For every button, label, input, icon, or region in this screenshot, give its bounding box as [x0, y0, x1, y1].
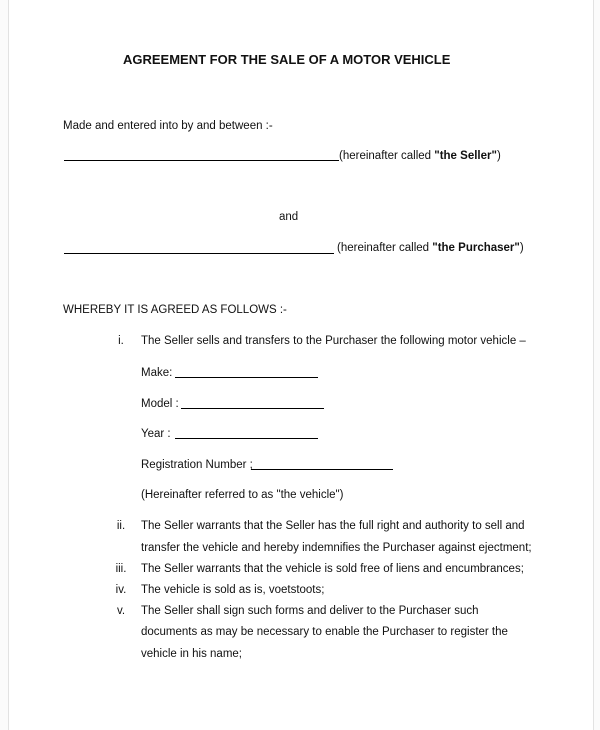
purchaser-clause: (hereinafter called "the Purchaser")	[337, 242, 524, 254]
item-numeral: ii.	[116, 520, 126, 532]
vehicle-note: (Hereinafter referred to as "the vehicle")	[141, 489, 344, 501]
item-text: The Seller shall sign such forms and deliver to the Purchaser such	[141, 605, 479, 617]
year-label: Year :	[141, 428, 171, 440]
registration-label: Registration Number ;	[141, 459, 253, 471]
item-numeral: iv.	[115, 584, 127, 596]
model-blank[interactable]	[181, 408, 324, 409]
document-page	[8, 0, 594, 730]
model-label: Model :	[141, 398, 179, 410]
document-title: AGREEMENT FOR THE SALE OF A MOTOR VEHICLE	[123, 52, 451, 67]
seller-clause: (hereinafter called "the Seller")	[339, 150, 501, 162]
item-text: The vehicle is sold as is, voetstoots;	[141, 584, 325, 596]
and-text: and	[279, 211, 299, 223]
whereby-heading: WHEREBY IT IS AGREED AS FOLLOWS :-	[63, 304, 287, 316]
purchaser-name-blank[interactable]	[64, 253, 334, 254]
item-numeral: i.	[118, 335, 124, 347]
year-blank[interactable]	[175, 438, 318, 439]
make-blank[interactable]	[175, 377, 318, 378]
item-text: The Seller sells and transfers to the Purchaser the following motor vehicle –	[141, 335, 526, 347]
intro-text: Made and entered into by and between :-	[63, 120, 273, 132]
item-text: transfer the vehicle and hereby indemnifies the Purchaser against ejectment;	[141, 542, 532, 554]
item-text: The Seller warrants that the vehicle is sold free of liens and encumbrances;	[141, 563, 524, 575]
registration-blank[interactable]	[251, 469, 393, 470]
item-text: documents as may be necessary to enable the Purchaser to register the	[141, 626, 508, 638]
item-numeral: iii.	[115, 563, 127, 575]
make-label: Make:	[141, 367, 173, 379]
item-numeral: v.	[116, 605, 126, 617]
seller-name-blank[interactable]	[64, 160, 339, 161]
item-text: The Seller warrants that the Seller has the full right and authority to sell and	[141, 520, 525, 532]
item-text: vehicle in his name;	[141, 648, 242, 660]
